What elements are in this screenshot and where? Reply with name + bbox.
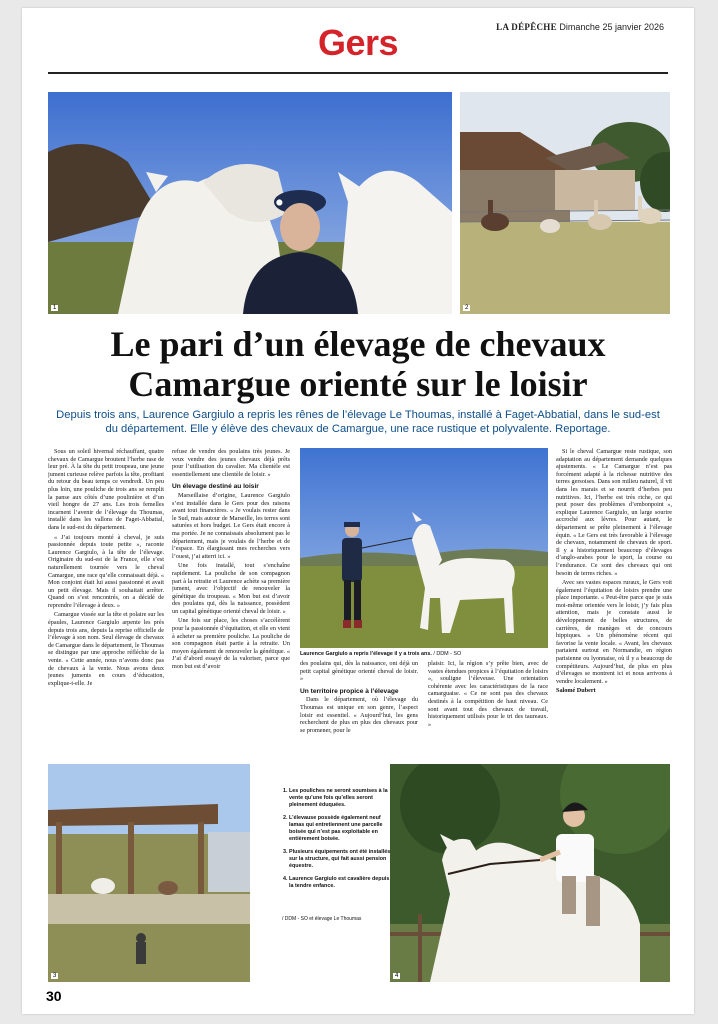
paragraph: Si le cheval Camargue reste rustique, son adaptation au département demande quelques ajustements. « Le Camargue n’est pas forcément adapté à la richesse nutritive des terres gersoises. Dans son milieu naturel, il vit dans les marais et se nourrit d’herbes peu nutritives. Ici, l’herbe est très riche, ce qui peut poser des problèmes d’embonpoint », explique Laurence Gargiulo, un large sourire accroché aux lèvres. Pour autant, le département se prête pleinement à l’élevage équin. « Le Gers est très favorable à l’élevage de chevaux, notamment de chevaux de sport. Il y a historiquement beaucoup d’élevages d’anglo-arabes pour le sport, la course ou l’endurance. Ce sont des chevaux qui ont besoin de terres riches. » — [556, 448, 672, 577]
paragraph: Dans le département, où l’élevage du Thoumas est unique en son genre, l’aspect loisir est essentiel. « Aujourd’hui, les gens recherchent de plus en plus des chevaux pour se promener, pour le — [300, 696, 418, 734]
paragraph: Sous un soleil hivernal réchauffant, quatre chevaux de Camargue broutent l’herbe rase de leur pré. À la tête du petit troupeau, une jeune jument curieuse relève parfois la tête, profitant du retour du beau temps ce vendredi. Un peu plus loin, une pouliche de trois ans se remplit la panse aux côtés d’une poulinière et d’un vieil hongre de 27 ans. Les trois femelles incarnent l’avenir de l’élevage du Thoumas, installé dans les vallons de Faget-Abbatial, dans le sud-est du département. — [48, 448, 164, 531]
svg-text:⬤: ⬤ — [276, 200, 283, 206]
article-column-5 — [556, 448, 672, 750]
headline-line-1: Le pari d’un élevage de chevaux — [110, 324, 606, 364]
photo-caption — [300, 651, 548, 657]
paragraph: refuse de vendre des poulains très jeunes. Je veux vendre des jeunes chevaux déjà prêts pour l’utilisation du cavalier. Ma clientèle est essentiellement une clientèle de loisir. » — [172, 448, 290, 478]
photo-horses-portrait — [48, 92, 452, 314]
article-column-3 — [300, 660, 418, 750]
headline-line-2: Camargue orienté sur le loisir — [128, 364, 588, 404]
section-title: Gers — [317, 22, 399, 63]
paragraph: Avec ses vastes espaces ruraux, le Gers voit également l’équitation de loisirs prendre une place importante. « Peut-être parce que je suis moi-même orientée vers le loisir, j’y fais plus attention, mais je constate aussi le développement de belles structures, de carrières, de manèges et de concours hippiques. » Un phénomène récent qui favorise la vente locale. « Avant, les chevaux partaient surtout en Normandie, en région parisienne ou lyonnaise, où il y a beaucoup de compétiteurs. Aujourd’hui, de plus en plus d’élevages se montrent ici et nous arrivons à vendre localement. » — [556, 579, 672, 685]
subheading: Un élevage destiné au loisir — [172, 483, 259, 491]
caption-text: Laurence Gargiulo a repris l’élevage il y a trois ans. — [300, 651, 432, 657]
photo-number: 2 — [465, 305, 469, 311]
photo-breeder-with-horse — [300, 448, 548, 648]
paragraph: plaisir. Ici, la région s’y prête bien, avec de vastes étendues propices à l’équitation de loisirs », souligne l’éleveuse. Une orientation cohérente avec les caractéristiques de la race camarguaise. « Ce ne sont pas des chevaux destinés à la compétition de haut niveau. Ce sont avant tout des chevaux de travail, historiquement utilisés pour le tri des taureaux. » — [428, 660, 548, 728]
publication-date: Dimanche 25 janvier 2026 — [559, 22, 664, 32]
photo-number: 1 — [53, 305, 57, 311]
paragraph: Une fois installé, tout s’enchaîne rapidement. La pouliche de son compagnon part à la retraite et Laurence achète sa première jument, avec l’objectif de renouveler la génétique du troupeau. « Mon but est d’avoir des poulains qui, dès la naissance, possèdent un capital génétique orienté cheval de loisir. » — [172, 562, 290, 615]
newspaper-name: LA DÉPÊCHE — [496, 22, 557, 32]
caption-item: 3. Plusieurs équipements ont été installés sur la structure, qui fait aussi pension équestre. — [289, 849, 394, 870]
paragraph: Camargue vissée sur la tête et polaire sur les épaules, Laurence Gargiulo arpente les prés depuis trois ans, depuis la reprise officielle de l’élevage à son nom. Seul élevage de chevaux de Camargue dans le département, le Thoumas se distingue par une approche réfléchie de la vente. « Cette année, nous n’avons donc pas de chevaux à la vente. Nous avons deux jeunes juments en cours d’éducation, explique-t-elle. Je — [48, 611, 164, 687]
page-number: 30 — [46, 988, 62, 1004]
subheading: Un territoire propice à l’élevage — [300, 687, 399, 695]
article-column-4 — [428, 660, 548, 750]
photo-number: 3 — [53, 973, 57, 979]
caption-credit: / DDM - SO — [433, 651, 462, 657]
article-lead: Depuis trois ans, Laurence Gargiulo a repris les rênes de l’élevage Le Thoumas, installé à Faget-Abbatial, dans le sud-est du département. Elle y élève des chevaux de Camargue, une race rustique et polyvalente. Reportage. — [56, 409, 660, 435]
paragraph: des poulains qui, dès la naissance, ont déjà un petit capital génétique orienté cheval de loisir. » — [300, 660, 418, 683]
article-headline — [48, 324, 668, 404]
caption-item: 1. Les pouliches ne seront soumises à la vente qu’une fois qu’elles seront pleinement éduquées. — [289, 788, 394, 809]
author-signature: Salomé Dubert — [556, 687, 596, 695]
caption-item: 2. L’élevause possède également neuf lamas qui entretiennent une parcelle boisée qui n’est pas exploitable en entièrement boisée. — [289, 815, 394, 843]
newspaper-page — [22, 8, 694, 1014]
photo-captions — [282, 788, 394, 896]
photo-number: 4 — [395, 973, 399, 979]
photo-credit: / DDM - SO et élevage Le Thoumas — [282, 916, 362, 922]
article-column-1 — [48, 448, 164, 748]
article-column-2 — [172, 448, 290, 748]
header-rule — [48, 72, 668, 74]
photo-rider — [390, 764, 670, 982]
photo-farm-lamas — [460, 92, 670, 314]
photo-equipment — [48, 764, 250, 982]
paragraph: « J’ai toujours monté à cheval, je suis passionnée depuis toute petite », raconte Laurence Gargiulo, à la tête de l’élevage. Originaire du sud-est de la France, elle s’est naturellement tournée vers le cheval Camargue, une race qu’elle connaissait déjà. « Mon conjoint était lui aussi passionné et avait un petit élevage. Mais il souhaitait arrêter. Quand on s’est rencontrés, on a décidé de reprendre l’élevage à deux. » — [48, 533, 164, 609]
newspaper-info — [496, 22, 664, 32]
paragraph: Une fois sur place, les choses s’accélèrent pour la passionnée d’équitation, et elle en vient à acheter sa première pouliche. La pouliche de son compagnon était partie à la retraite. Un moyen également de renouveler la génétique. « J’ai d’abord essayé de la valoriser, parce que mon but est d’avoir — [172, 617, 290, 671]
caption-item: 4. Laurence Gargiulo est cavalière depuis la tendre enfance. — [289, 876, 394, 890]
paragraph: Marseillaise d’origine, Laurence Gargiulo s’est installée dans le Gers pour des raisons avant tout financières. « Je voulais rester dans le Sud, mais autour de Marseille, les terres sont saturées et hors budget. Le Gers était encore à ma portée. Je ne connaissais absolument pas le département, mais je voulais de l’herbe et de l’espace. En élargissant mes recherches vers l’ouest, j’ai atterri ici. » — [172, 491, 290, 560]
